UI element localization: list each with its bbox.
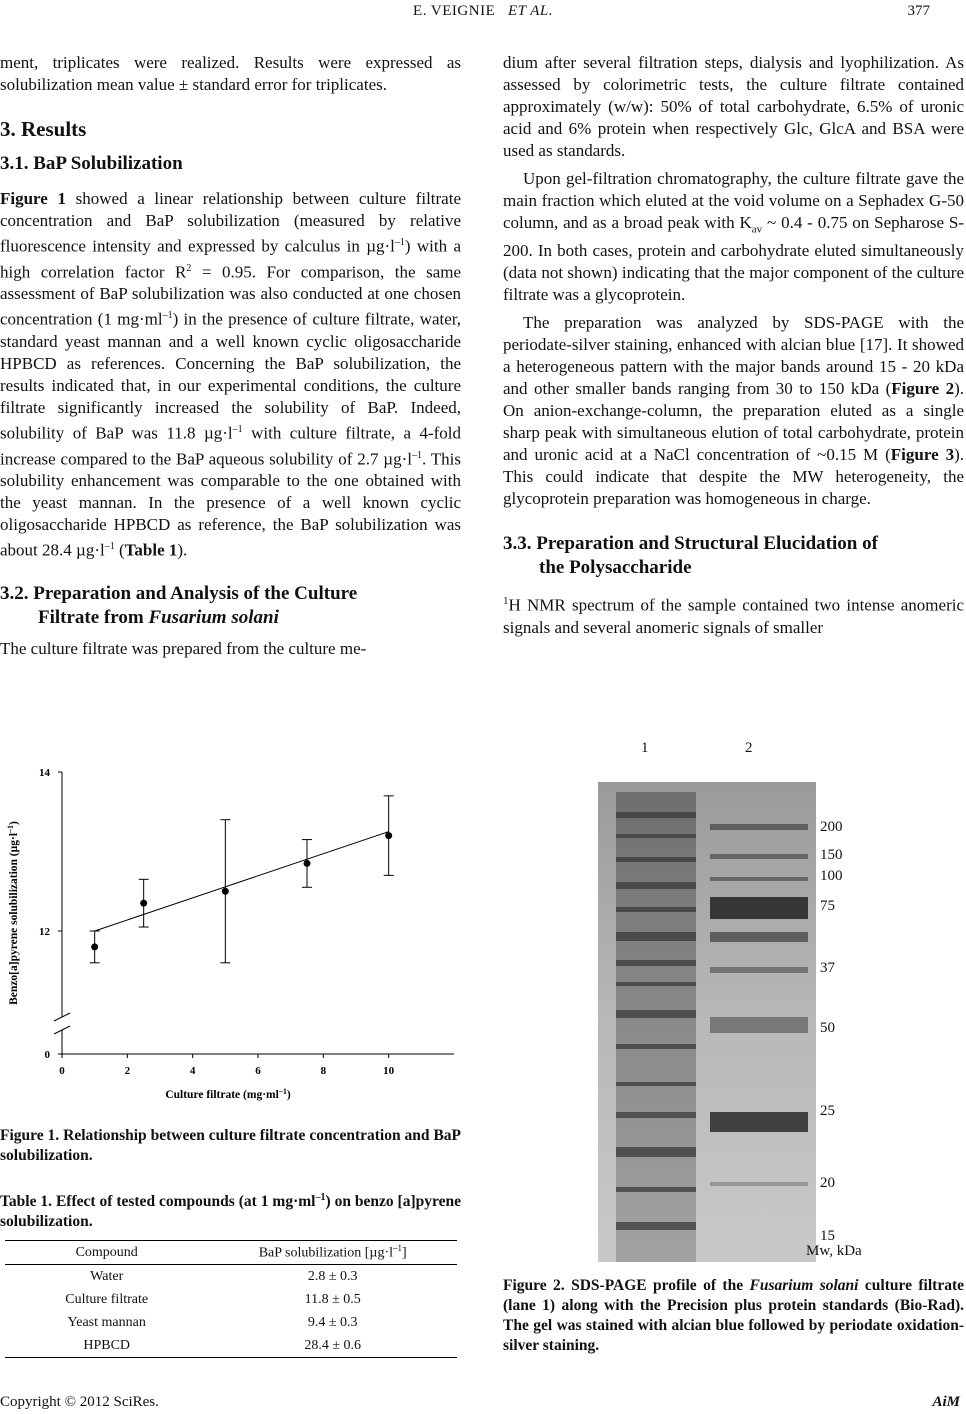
table-row: Yeast mannan 9.4 ± 0.3 <box>67 1314 358 1330</box>
marker-label: 100 <box>820 868 843 884</box>
running-header: E. VEIGNIE ET AL. <box>413 3 553 19</box>
data-point <box>140 900 147 907</box>
data-point <box>385 832 392 839</box>
table-row: HPBCD 28.4 ± 0.6 <box>83 1337 362 1353</box>
marker-label: 50 <box>820 1020 835 1036</box>
y-tick-label: 14 <box>39 767 50 779</box>
data-point <box>304 860 311 867</box>
copyright-footer: Copyright © 2012 SciRes. <box>0 1394 159 1410</box>
table-1 <box>5 1240 457 1358</box>
page-number: 377 <box>907 3 930 19</box>
data-point <box>222 888 229 895</box>
subsection-33-heading: 3.3. Preparation and Structural Elucidation of the Polysaccharide <box>503 533 878 579</box>
mw-unit-label: Mw, kDa <box>806 1243 862 1259</box>
right-column <box>503 52 964 639</box>
table-header-row <box>5 1241 457 1265</box>
data-point <box>91 943 98 950</box>
figure-2-caption: Figure 2. SDS-PAGE profile of the Fusarium solani culture filtrate (lane 1) along with the Precision plus protein standards (Bio-Rad). The gel was stained with alcian blue followed by periodate oxidation-silver staining. <box>503 1277 964 1354</box>
intro-paragraph: ment, triplicates were realized. Results were expressed as solubilization mean value ± standard error for triplicates. <box>0 53 461 94</box>
subsection-31-heading: 3.1. BaP Solubilization <box>0 153 183 174</box>
lane-1-label: 1 <box>641 740 649 756</box>
figure-1-chart <box>0 755 470 1105</box>
paragraph-31: Figure 1 showed a linear relationship between culture filtrate concentration and BaP solubilization (measured by relative fluorescence intensity and expressed by calculus in $\mu g\cdot l^{-1}$) with a high correlation factor $R^2 = 0.95$. For comparison, the same assessment of BaP solubilization was also conducted at one chosen concentration (1 $mg\cdot ml^{-1}$) in the presence of culture filtrate, water, standard yeast mannan and a well known cyclic oligosaccharide HPBCD as references. Concerning the BaP solubilization, the results indicated that, in our experimental conditions, the culture filtrate significantly increased the solubility of BaP. Indeed, solubility of BaP was 11.8 $\mu g\cdot l^{-1}$ with culture filtrate, a 4-fold increase compared to the BaP aqueous solubility of 2.7 $\mu g\cdot l^{-1}$. This solubility enhancement was comparable to the one obtained with the yeast mannan. In the presence of a well known cyclic oligosaccharide HPBCD as reference, the BaP solubilization was about 28.4 $\mu g\cdot l^{-1}$ (Table 1). <box>0 189 462 560</box>
x-axis-label: Culture filtrate $(mg\cdot ml^{-1})$ <box>165 1087 291 1101</box>
trend-line <box>95 832 389 931</box>
table-row: Culture filtrate 11.8 ± 0.5 <box>65 1291 361 1307</box>
marker-label: 25 <box>820 1103 835 1119</box>
x-tick-label: 10 <box>383 1065 395 1077</box>
paragraph-culture-medium: dium after several filtration steps, dialysis and lyophilization. As assessed by colorimetric tests, the culture filtrate contained approximately (w/w): 50% of total carbohydrate, 6.5% of uronic acid and 6% protein when respectively Glc, GlcA and BSA were used as standards. <box>503 53 964 160</box>
y-tick-label: 12 <box>39 926 50 938</box>
figure-1-caption: Figure 1. Relationship between culture filtrate concentration and BaP solubilization. <box>0 1127 461 1164</box>
x-tick-label: 4 <box>189 1065 196 1077</box>
lane-2-label: 2 <box>745 740 753 756</box>
table-1-caption: Table 1. Effect of tested compounds (at 1 $mg\cdot ml^{-1}$) on benzo [a]pyrene solubilization. <box>0 1192 461 1231</box>
marker-label: 75 <box>820 898 835 914</box>
journal-footer: AiM <box>932 1394 960 1410</box>
paragraph-sds-page: The preparation was analyzed by SDS-PAGE with the periodate-silver staining, enhanced with alcian blue [17]. It showed a heterogeneous pattern with the major bands around 15 - 20 kDa and other smaller bands ranging from 30 to 150 kDa (Figure 2). On anion-exchange-column, the preparation eluted as a single sharp peak with simultaneous elution of total carbohydrate, protein and uronic acid at a NaCl concentration of ~0.15 M (Figure 3). This could indicate that despite the MW heterogeneity, the glycoprotein preparation was homogeneous in charge. <box>503 313 964 509</box>
marker-label: 15 <box>820 1228 835 1244</box>
paragraph-32: The culture filtrate was prepared from the culture me- <box>0 638 367 658</box>
paragraph-nmr: $^1$H NMR spectrum of the sample contained two intense anomeric signals and several anomeric signals of smaller <box>503 595 964 638</box>
sds-page-gel-image <box>598 782 816 1262</box>
table-header-solubilization: BaP solubilization $[\mu g\cdot l^{-1}]$ <box>258 1243 407 1261</box>
left-column <box>0 52 461 660</box>
x-tick-label: 6 <box>255 1065 261 1077</box>
table-header-compound: Compound <box>75 1244 138 1260</box>
y-axis-label: Benzo[a]pyrene solubilization $(\mu g\cdot l^{-1})$ <box>6 821 20 1005</box>
marker-label: 200 <box>820 819 843 835</box>
x-tick-label: 0 <box>59 1065 65 1077</box>
marker-label: 37 <box>820 960 835 976</box>
section-results-heading: 3. Results <box>0 117 87 141</box>
marker-label: 20 <box>820 1175 835 1191</box>
subsection-32-heading: 3.2. Preparation and Analysis of the Culture Filtrate from Fusarium solani <box>0 582 358 628</box>
marker-label: 150 <box>820 847 843 863</box>
x-tick-label: 8 <box>320 1065 327 1077</box>
paragraph-gel-filtration: Upon gel-filtration chromatography, the culture filtrate gave the main fraction which eluted at the void volume on a Sephadex G-50 column, and as a broad peak with $K_{av}$ ~ 0.4 - 0.75 on Sepharose S-200. In both cases, protein and carbohydrate eluted simultaneously (data not shown) indicating that the major component of the culture filtrate was a glycoprotein. <box>503 169 964 305</box>
table-row: Water 2.8 ± 0.3 <box>90 1268 358 1284</box>
x-tick-label: 2 <box>124 1065 131 1077</box>
y-tick-label: 0 <box>44 1049 50 1061</box>
